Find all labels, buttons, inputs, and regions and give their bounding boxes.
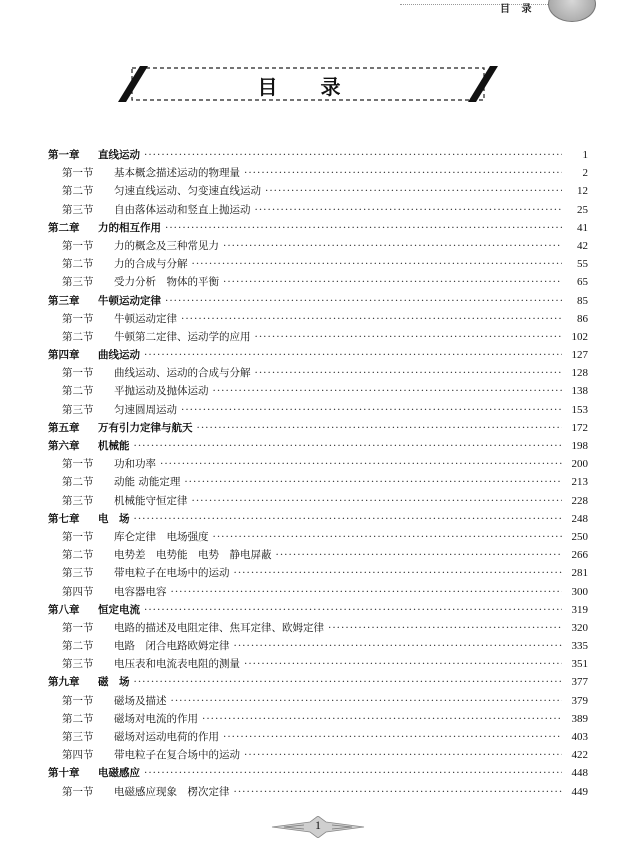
toc-entry-title: 匀速直线运动、匀变速直线运动 [114,185,261,198]
toc-entry-label: 第八章 [48,603,80,616]
toc-page-number: 128 [571,367,588,380]
toc-chapter-row[interactable] [48,292,588,310]
toc-entry-title: 磁 场 [98,676,130,689]
toc-entry-title: 曲线运动、运动的合成与分解 [114,367,251,380]
toc-entry-title: 匀速圆周运动 [114,403,177,416]
dot-leader [192,255,563,273]
toc-entry-label: 第一章 [48,149,80,161]
toc-entry-label: 第二节 [62,330,94,343]
dot-leader [244,655,562,673]
dot-leader [234,783,563,801]
toc-entry-title: 电势差 电势能 电势 静电屏蔽 [114,549,272,562]
toc-section-row[interactable] [48,201,588,219]
dot-leader [255,364,563,382]
toc-entry-label: 第一节 [62,530,94,543]
toc-entry-title: 力的相互作用 [98,221,161,234]
dot-leader [255,201,563,219]
toc-page-number: 85 [577,294,588,307]
toc-entry-label: 第一节 [62,621,94,634]
page-number: 1 [315,818,321,832]
toc-section-row[interactable] [48,492,588,510]
dot-leader [213,528,563,546]
toc-section-row[interactable] [48,637,588,655]
toc-entry-label: 第三节 [62,203,94,216]
dot-leader [134,510,563,528]
toc-entry-label: 第二节 [62,258,94,271]
dot-leader [160,455,562,473]
page-title: 目 录 [257,75,359,99]
toc-entry-title: 牛顿第二定律、运动学的应用 [114,330,251,343]
toc-page-number: 55 [577,258,588,271]
toc-entry-title: 电路 闭合电路欧姆定律 [114,640,230,653]
page-footer [270,816,366,838]
toc-chapter-row[interactable] [48,219,588,237]
toc-page-number: 2 [582,167,588,180]
toc-entry-title: 动能 动能定理 [114,476,181,489]
dot-leader [202,710,562,728]
toc-page-number: 319 [571,603,588,616]
toc-entry-label: 第五章 [48,421,80,434]
toc-section-row[interactable] [48,710,588,728]
toc-page-number: 12 [577,185,588,198]
toc-page-number: 172 [571,421,588,434]
toc-entry-title: 库仑定律 电场强度 [114,530,209,543]
toc-section-row[interactable] [48,164,588,182]
toc-entry-label: 第一节 [62,167,94,180]
toc-page-number: 266 [571,549,588,562]
dot-leader [213,382,563,400]
toc-entry-title: 自由落体运动和竖直上抛运动 [114,203,251,216]
toc-page-number: 65 [577,276,588,289]
toc-page-number: 86 [577,312,588,325]
toc-section-row[interactable] [48,455,588,473]
toc-entry-label: 第三章 [48,294,80,307]
toc-page-number: 449 [571,785,588,798]
toc-entry-label: 第三节 [62,276,94,289]
toc-page-number: 198 [571,440,588,452]
dot-leader [165,292,562,310]
toc-page-number: 320 [571,621,588,634]
toc-chapter-row[interactable] [48,146,588,164]
toc-entry-label: 第三节 [62,658,94,671]
toc-section-row[interactable] [48,655,588,673]
dot-leader [197,419,563,437]
toc-section-row[interactable] [48,583,588,601]
toc-page-number: 213 [571,476,588,489]
toc-entry-label: 第三节 [62,403,94,416]
toc-entry-label: 第三节 [62,567,94,580]
toc-entry-label: 第七章 [48,512,80,525]
dot-leader [276,546,563,564]
toc-entry-title: 带电粒子在电场中的运动 [114,567,230,580]
toc-page-number: 127 [571,349,588,362]
dot-leader [144,601,562,619]
toc-page-number: 379 [571,694,588,707]
toc-section-row[interactable] [48,746,588,764]
dot-leader [181,401,562,419]
toc-page-number: 25 [577,203,588,216]
toc-page-number: 300 [571,585,588,598]
toc-entry-title: 力的概念及三种常见力 [114,239,219,252]
toc-entry-label: 第一节 [62,312,94,325]
toc-entry-label: 第一节 [62,694,94,707]
toc-page-number: 281 [571,567,588,580]
toc-page-number: 248 [571,512,588,525]
dot-leader [144,146,562,164]
toc-page-number: 138 [571,385,588,398]
toc-page-number: 102 [571,330,588,343]
toc-entry-title: 平抛运动及抛体运动 [114,385,209,398]
toc-section-row[interactable] [48,546,588,564]
toc-entry-label: 第四节 [62,749,94,762]
title-banner [118,64,498,104]
toc-entry-label: 第十章 [48,767,80,780]
toc-chapter-row[interactable] [48,419,588,437]
toc-entry-title: 磁场对电流的作用 [114,712,198,725]
toc-entry-label: 第一节 [62,458,94,471]
toc-entry-title: 受力分析 物体的平衡 [114,276,219,289]
toc-section-row[interactable] [48,182,588,200]
toc-section-row[interactable] [48,382,588,400]
toc-entry-title: 曲线运动 [98,349,140,362]
toc-entry-title: 牛顿运动定律 [98,294,161,307]
toc-entry-title: 恒定电流 [98,603,140,616]
dot-leader [181,310,562,328]
toc-entry-label: 第二章 [48,221,80,234]
dot-leader [234,564,563,582]
toc-entry-title: 力的合成与分解 [114,258,188,271]
toc-entry-title: 牛顿运动定律 [114,312,177,325]
toc-entry-title: 功和功率 [114,458,156,471]
toc-entry-title: 电路的描述及电阻定律、焦耳定律、欧姆定律 [114,621,324,634]
dot-leader [144,764,562,782]
toc-entry-label: 第二节 [62,712,94,725]
toc-entry-label: 第九章 [48,676,80,689]
dot-leader [255,328,563,346]
dot-leader [328,619,562,637]
toc-chapter-row[interactable] [48,764,588,782]
toc-entry-title: 磁场及描述 [114,694,167,707]
dot-leader [192,492,563,510]
toc-page-number: 200 [571,458,588,471]
toc-entry-title: 带电粒子在复合场中的运动 [114,749,240,762]
running-header: 目 录 [500,4,536,15]
dot-leader [134,437,563,455]
header-rule [400,4,560,9]
toc-page-number: 42 [577,239,588,252]
toc-entry-label: 第一节 [62,367,94,380]
toc-page-number: 250 [571,530,588,543]
toc-entry-label: 第三节 [62,494,94,507]
toc-section-row[interactable] [48,237,588,255]
toc-chapter-row[interactable] [48,437,588,455]
toc-page-number: 389 [571,712,588,725]
toc-section-row[interactable] [48,619,588,637]
toc-entry-title: 电磁感应现象 楞次定律 [114,785,230,798]
toc-chapter-row[interactable] [48,510,588,528]
toc-entry-label: 第一节 [62,785,94,798]
toc-section-row[interactable] [48,310,588,328]
toc-entry-label: 第六章 [48,440,80,452]
toc-entry-title: 直线运动 [98,149,140,161]
dot-leader [244,164,562,182]
toc-entry-label: 第三节 [62,731,94,743]
toc-section-row[interactable] [48,401,588,419]
toc-section-row[interactable] [48,328,588,346]
dot-leader [265,182,562,200]
toc-section-row[interactable] [48,528,588,546]
toc-section-row[interactable] [48,273,588,291]
toc-entry-title: 电 场 [98,512,130,525]
toc-entry-title: 电容器电容 [114,585,167,598]
toc-section-row[interactable] [48,364,588,382]
toc-section-row[interactable] [48,783,588,801]
toc-page-number: 335 [571,640,588,653]
dot-leader [244,746,562,764]
toc-page-number: 448 [571,767,588,780]
toc-entry-label: 第二节 [62,185,94,198]
toc-page-number: 228 [571,494,588,507]
toc-page-number: 1 [582,149,588,161]
dot-leader [223,237,562,255]
toc-page-number: 41 [577,221,588,234]
toc-entry-label: 第四章 [48,349,80,362]
toc-entry-label: 第四节 [62,585,94,598]
dot-leader [184,473,562,491]
toc-section-row[interactable] [48,473,588,491]
dot-leader [223,728,562,746]
toc-entry-title: 基本概念描述运动的物理量 [114,167,240,180]
toc-chapter-row[interactable] [48,673,588,691]
toc-page-number: 351 [571,658,588,671]
toc-section-row[interactable] [48,728,588,746]
toc-page-number: 422 [571,749,588,762]
dot-leader [223,273,562,291]
table-of-contents [48,146,588,801]
toc-entry-label: 第二节 [62,640,94,653]
dot-leader [165,219,562,237]
dot-leader [134,673,563,691]
toc-section-row[interactable] [48,692,588,710]
header-emblem-icon [548,0,596,22]
toc-entry-label: 第二节 [62,476,94,489]
toc-section-row[interactable] [48,255,588,273]
dot-leader [144,346,562,364]
toc-page-number: 377 [571,676,588,689]
dot-leader [171,583,563,601]
toc-chapter-row[interactable] [48,601,588,619]
toc-entry-title: 电磁感应 [98,767,140,780]
toc-chapter-row[interactable] [48,346,588,364]
toc-section-row[interactable] [48,564,588,582]
toc-entry-title: 磁场对运动电荷的作用 [114,731,219,743]
toc-entry-label: 第一节 [62,239,94,252]
dot-leader [234,637,563,655]
dot-leader [171,692,563,710]
toc-entry-label: 第二节 [62,385,94,398]
toc-entry-title: 机械能 [98,440,130,452]
toc-entry-title: 电压表和电流表电阻的测量 [114,658,240,671]
toc-page-number: 403 [571,731,588,743]
toc-page-number: 153 [571,403,588,416]
toc-entry-title: 机械能守恒定律 [114,494,188,507]
toc-entry-label: 第二节 [62,549,94,562]
toc-entry-title: 万有引力定律与航天 [98,421,193,434]
